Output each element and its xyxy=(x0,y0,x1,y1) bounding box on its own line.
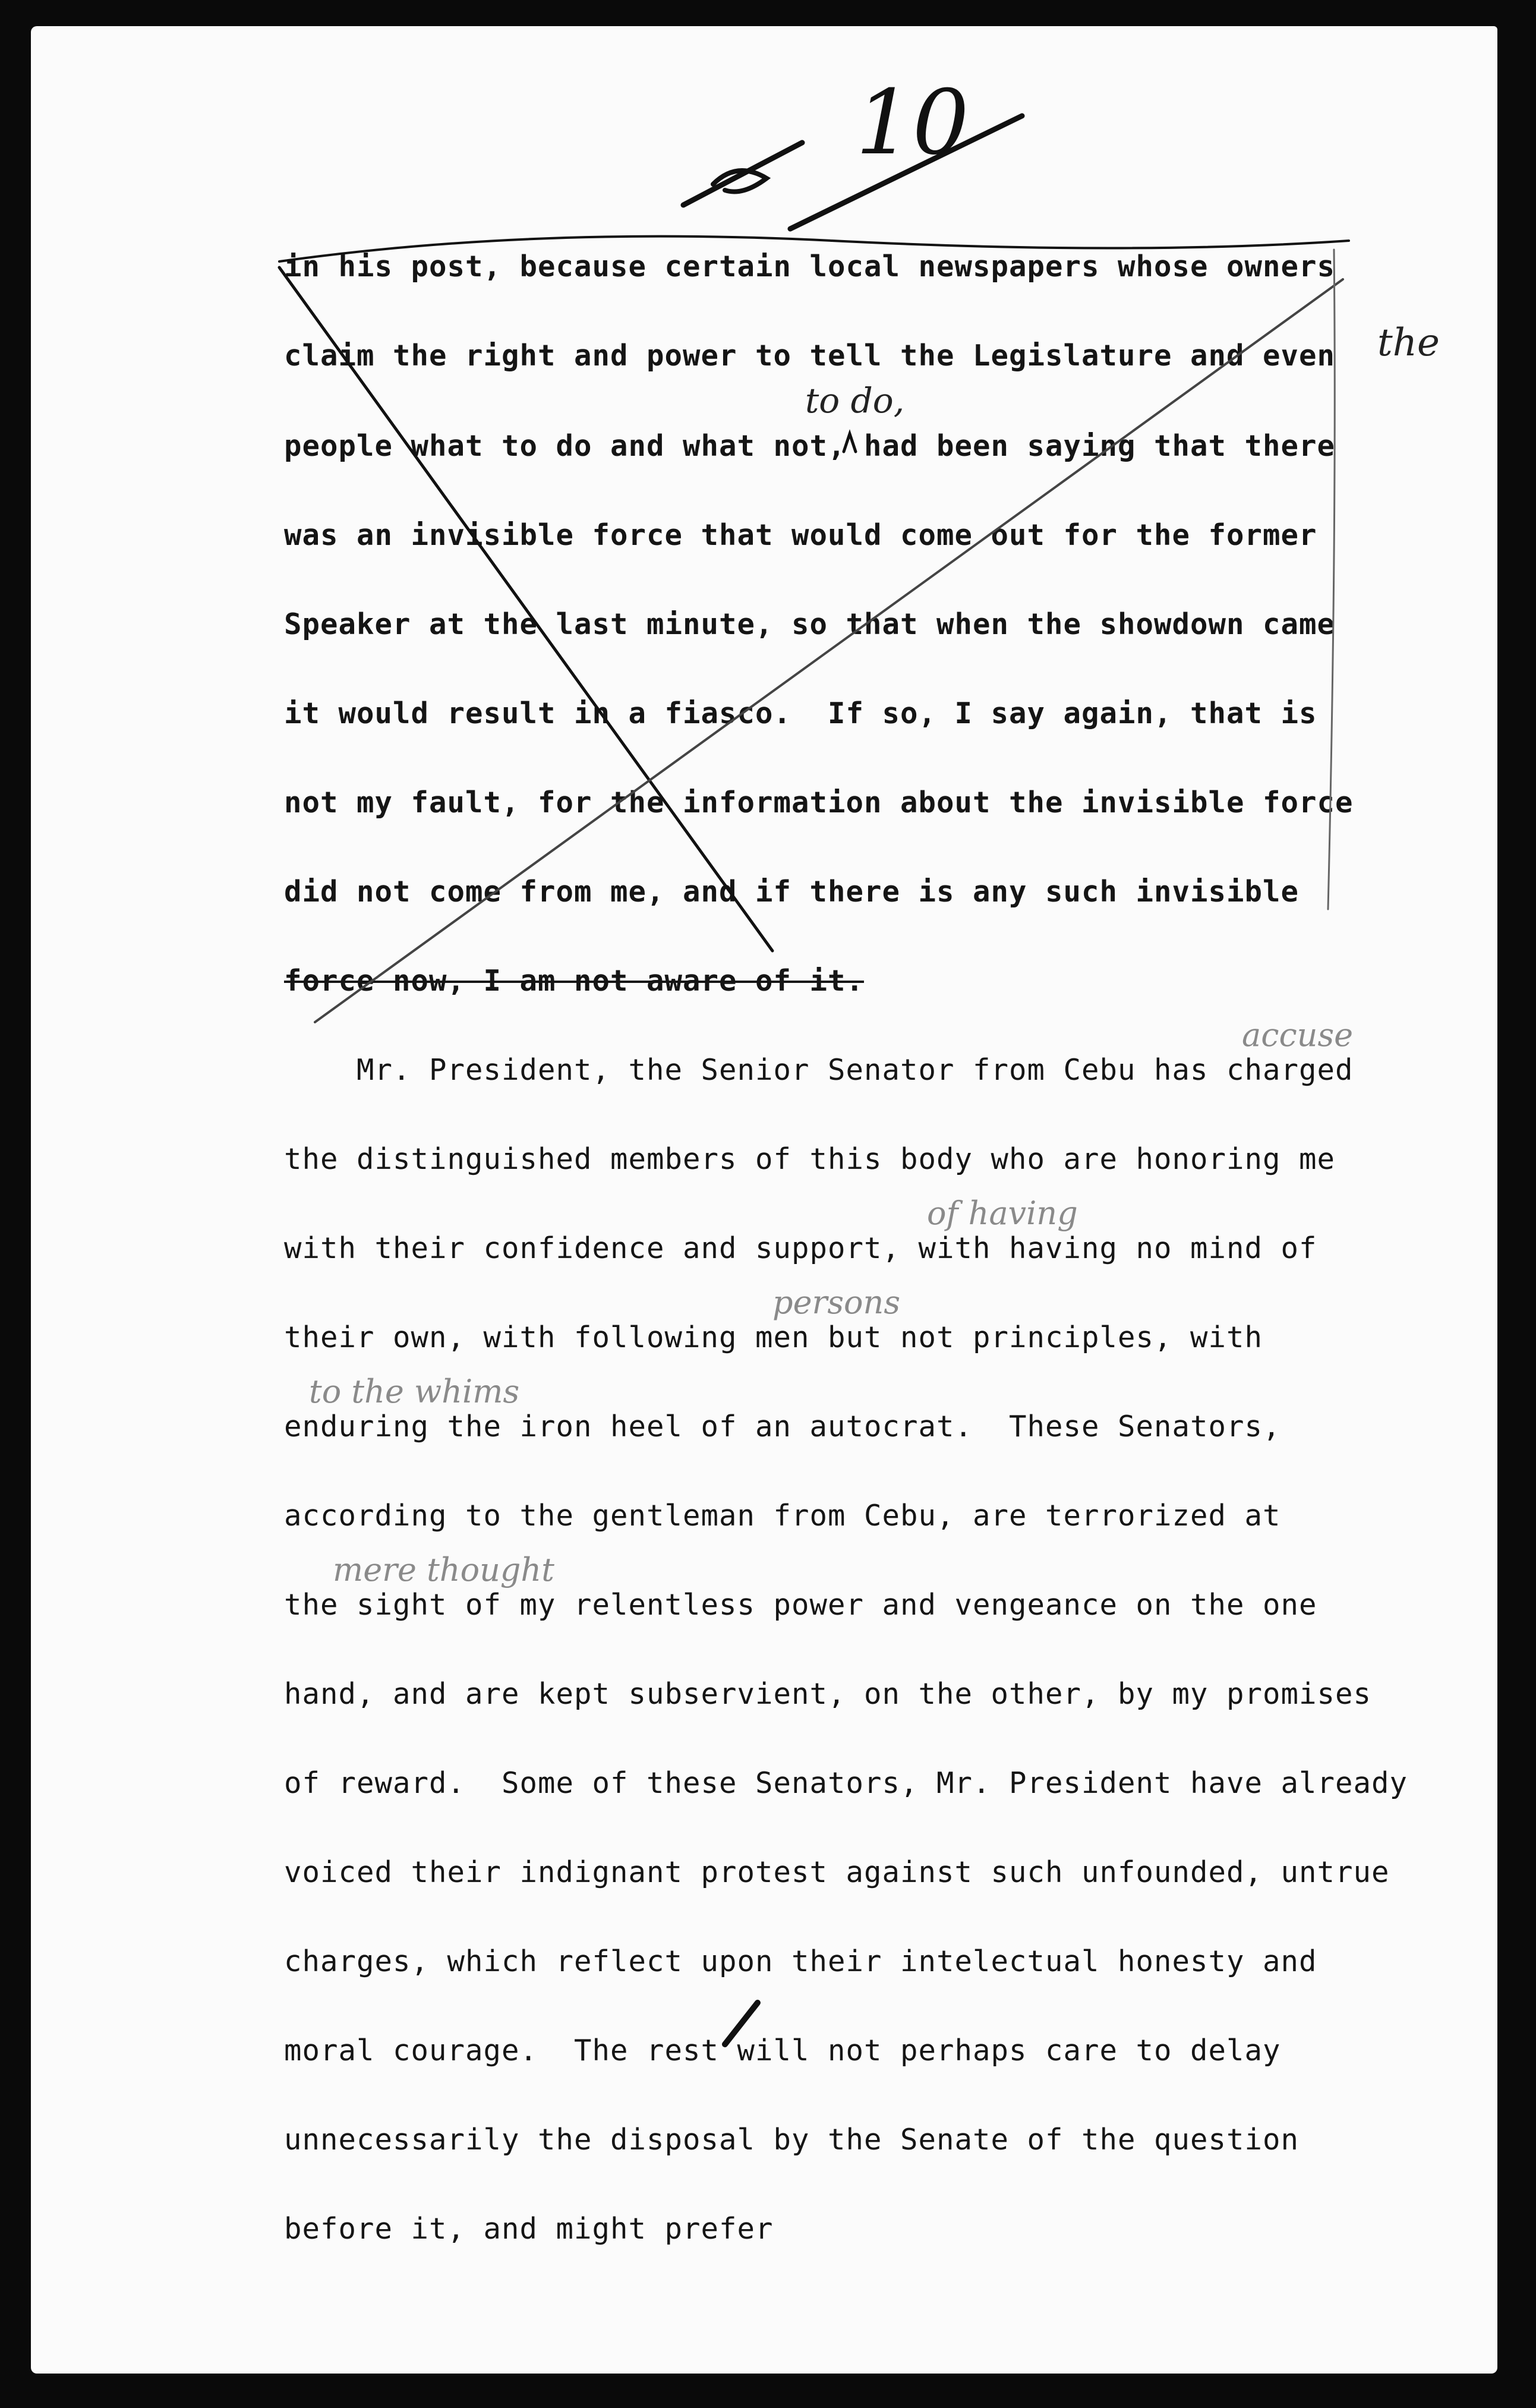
text-line: people what to do and what not, had been saying that there xyxy=(284,429,1336,463)
text-line: of reward. Some of these Senators, Mr. President have already xyxy=(284,1766,1408,1800)
text-line: voiced their indignant protest against such unfounded, untrue xyxy=(284,1855,1390,1889)
text-line: moral courage. The rest will not perhaps care to delay xyxy=(284,2034,1281,2067)
text-line: hand, and are kept subservient, on the other, by my promises xyxy=(284,1677,1372,1711)
handwritten-note-charged: accuse xyxy=(1242,1016,1354,1054)
text-line: not my fault, for the information about the invisible force xyxy=(284,786,1354,820)
page-number: 10 xyxy=(856,71,969,175)
text-line: charges, which reflect upon their intelectual honesty and xyxy=(284,1944,1317,1978)
margin-note-the: the xyxy=(1377,321,1440,365)
text-line: their own, with following men but not principles, with xyxy=(284,1320,1263,1354)
text-line: before it, and might prefer xyxy=(284,2212,774,2246)
text-line: was an invisible force that would come out for the former xyxy=(284,518,1317,552)
text-line: unnecessarily the disposal by the Senate of the question xyxy=(284,2123,1300,2157)
text-line: Mr. President, the Senior Senator from Cebu has charged xyxy=(284,1053,1354,1087)
text-line: it would result in a fiasco. If so, I say again, that is xyxy=(284,696,1317,730)
text-line: force now, I am not aware of it. xyxy=(284,964,865,998)
handwritten-note-enduring: to the whims xyxy=(309,1373,520,1410)
insert-to-do: to do, xyxy=(805,380,905,421)
handwritten-note-men: persons xyxy=(772,1284,901,1321)
text-line: claim the right and power to tell the Legislature and even xyxy=(284,339,1336,373)
text-line: in his post, because certain local newspapers whose owners xyxy=(284,250,1336,283)
text-line: with their confidence and support, with having no mind of xyxy=(284,1231,1317,1265)
handwritten-note-sight: mere thought xyxy=(333,1551,554,1588)
text-line: did not come from me, and if there is any such invisible xyxy=(284,875,1300,909)
text-line: according to the gentleman from Cebu, are terrorized at xyxy=(284,1499,1281,1533)
text-line: the distinguished members of this body who are honoring me xyxy=(284,1142,1336,1176)
text-line: the sight of my relentless power and vengeance on the one xyxy=(284,1588,1317,1622)
text-line: Speaker at the last minute, so that when the showdown came xyxy=(284,607,1336,641)
document-page xyxy=(31,26,1497,2374)
handwritten-note-having: of having xyxy=(927,1194,1078,1232)
text-line: enduring the iron heel of an autocrat. These Senators, xyxy=(284,1410,1281,1443)
